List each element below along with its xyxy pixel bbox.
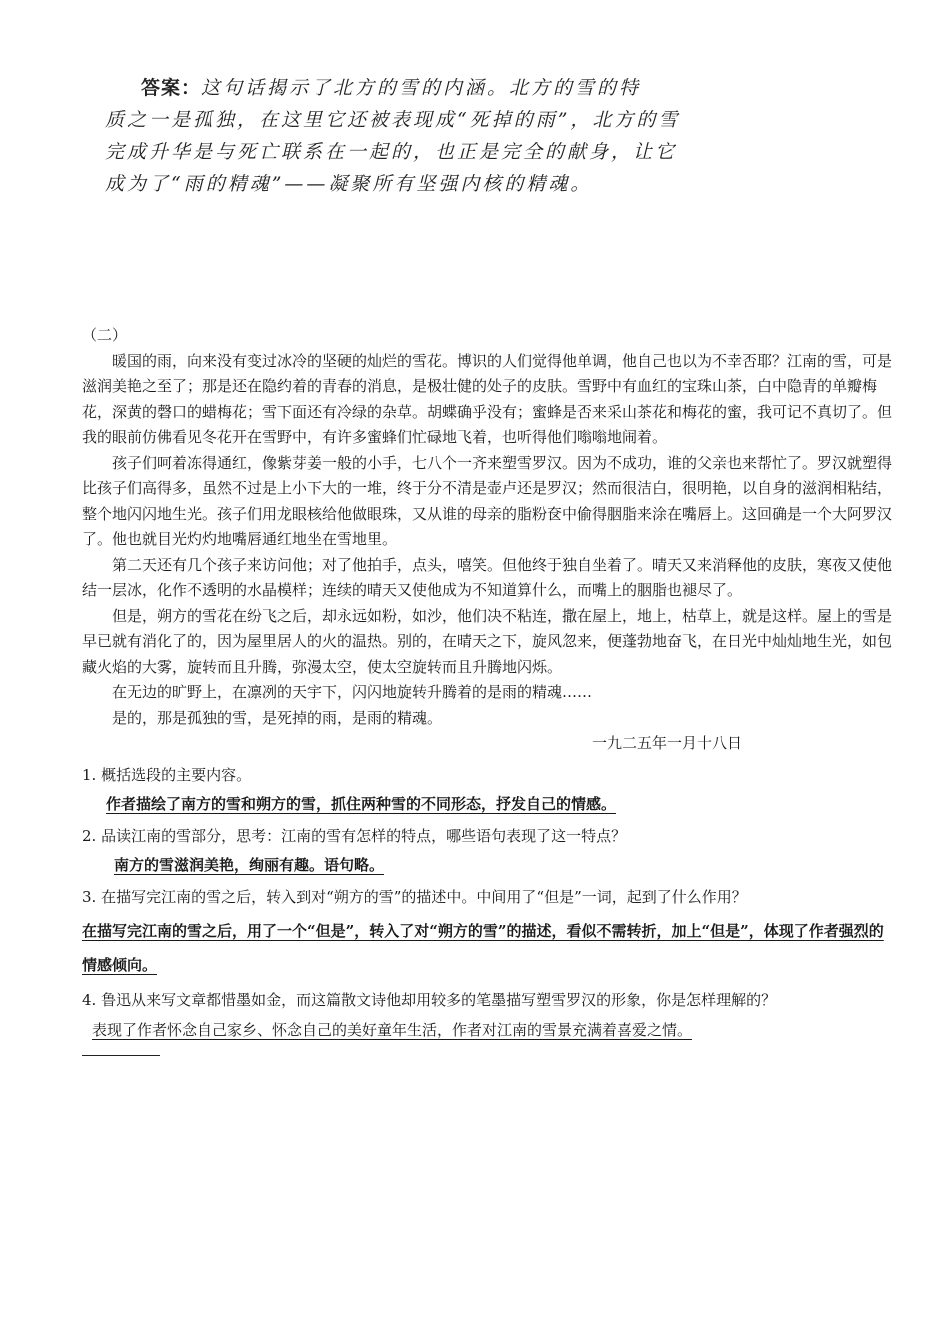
paragraph: 孩子们呵着冻得通红，像紫芽姜一般的小手，七八个一齐来塑雪罗汉。因为不成功，谁的父亲也来帮忙了。罗汉就塑得比孩子们高得多，虽然不过是上小下大的一堆，终于分不清是壶卢还是罗汉；然而很洁白，很明艳，以自身的滋润相粘结，整个地闪闪地生光。孩子们用龙眼核给他做眼珠，又从谁的母亲的脂粉奁中偷得胭脂来涂在嘴唇上。这回确是一个大阿罗汉了。他也就目光灼灼地嘴唇通红地坐在雪地里。 (82, 453, 893, 548)
answer-line-4: 成为了“雨的精魂”——凝聚所有坚强内核的精魂。 (105, 173, 593, 195)
reading-section (82, 323, 892, 1056)
date-line: 一九二五年一月十八日 (591, 734, 742, 752)
blank-line (82, 1055, 160, 1056)
paragraph: 但是，朔方的雪花在纷飞之后，却永远如粉，如沙，他们决不粘连，撒在屋上，地上，枯草上，就是这样。屋上的雪是早已就有消化了的，因为屋里居人的火的温热。别的，在晴天之下，旋风忽来，便蓬勃地奋飞，在日光中灿灿地生光，如包藏火焰的大雾，旋转而且升腾，弥漫太空，使太空旋转而且升腾地闪烁。 (82, 606, 893, 676)
paragraph: 在无边的旷野上，在凛冽的天宇下，闪闪地旋转升腾着的是雨的精魂…… (112, 683, 593, 701)
paragraph: 是的，那是孤独的雪，是死掉的雨，是雨的精魂。 (112, 708, 443, 727)
question-2: 2. 品读江南的雪部分，思考：江南的雪有怎样的特点，哪些语句表现了这一特点？ (82, 826, 627, 845)
answer-image-block (105, 72, 755, 200)
answer-4: 表现了作者怀念自己家乡、怀念自己的美好童年生活，作者对江南的雪景充满着喜爱之情。 (92, 1020, 693, 1039)
paragraph: 暖国的雨，向来没有变过冰冷的坚硬的灿烂的雪花。博识的人们觉得他单调，他自己也以为不幸否耶？江南的雪，可是滋润美艳之至了；那是还在隐约着的青春的消息，是极壮健的处子的皮肤。雪野中有血红的宝珠山茶，白中隐青的单瓣梅花，深黄的磬口的蜡梅花；雪下面还有冷绿的杂草。胡蝶确乎没有；蜜蜂是否来采山茶花和梅花的蜜，我可记不真切了。但我的眼前仿佛看见冬花开在雪野中，有许多蜜蜂们忙碌地飞着，也听得他们嗡嗡地闹着。 (82, 351, 893, 446)
question-4: 4. 鲁迅从来写文章都惜墨如金，而这篇散文诗他却用较多的笔墨描写塑雪罗汉的形象，你是怎样理解的？ (82, 991, 777, 1009)
answer-line-1: 答案：这句话揭示了北方的雪的内涵。北方的雪的特 (141, 77, 642, 99)
question-1: 1. 概括选段的主要内容。 (82, 765, 252, 784)
paragraph: 第二天还有几个孩子来访问他；对了他拍手，点头，嘻笑。但他终于独自坐着了。晴天又来消释他的皮肤，寒夜又使他结一层冰，化作不透明的水晶模样；连续的晴天又使他成为不知道算什么，而嘴上的胭脂也褪尽了。 (82, 555, 893, 599)
answer-line-2: 质之一是孤独，在这里它还被表现成“死掉的雨”，北方的雪 (105, 109, 681, 131)
answer-1: 作者描绘了南方的雪和朔方的雪，抓住两种雪的不同形态，抒发自己的情感。 (106, 795, 617, 813)
answer-label: 答案： (141, 77, 202, 99)
answer-3: 在描写完江南的雪之后，用了一个“但是”，转入了对“朔方的雪”的描述，看似不需转折，加上“但是”，体现了作者强烈的情感倾向。 (82, 922, 884, 974)
answer-2: 南方的雪滋润美艳，绚丽有趣。语句略。 (114, 856, 385, 874)
section-heading: （二） (82, 326, 128, 344)
question-3: 3. 在描写完江南的雪之后，转入到对“朔方的雪”的描述中。中间用了“但是”一词，起到了什么作用？ (82, 887, 747, 906)
answer-line-3: 完成升华是与死亡联系在一起的，也正是完全的献身，让它 (105, 141, 678, 163)
